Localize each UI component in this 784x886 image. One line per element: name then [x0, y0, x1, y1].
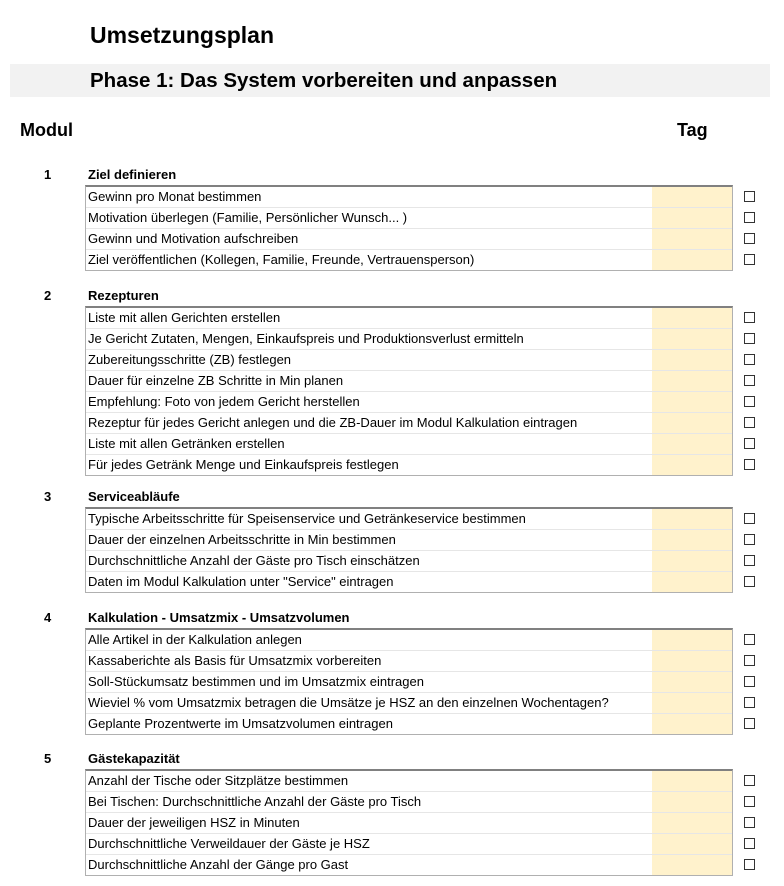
- page-title: Umsetzungsplan: [90, 22, 275, 48]
- tag-input-cell[interactable]: [652, 329, 732, 349]
- task-row: [86, 509, 732, 530]
- task-checkbox[interactable]: [744, 354, 755, 365]
- module-title: Serviceabläufe: [88, 489, 180, 504]
- task-text: Zubereitungsschritte (ZB) festlegen: [88, 352, 292, 367]
- tag-input-cell[interactable]: [652, 672, 732, 692]
- task-checkbox[interactable]: [744, 333, 755, 344]
- task-text: Empfehlung: Foto von jedem Gericht herstellen: [88, 394, 360, 409]
- task-checkbox[interactable]: [744, 212, 755, 223]
- task-text: Soll-Stückumsatz bestimmen und im Umsatzmix eintragen: [88, 674, 424, 689]
- task-row: [86, 630, 732, 651]
- task-checkbox[interactable]: [744, 254, 755, 265]
- task-checkbox[interactable]: [744, 817, 755, 828]
- task-checkbox[interactable]: [744, 191, 755, 202]
- task-row: [86, 308, 732, 329]
- task-text: Ziel veröffentlichen (Kollegen, Familie, Freunde, Vertrauensperson): [88, 252, 475, 267]
- tag-input-cell[interactable]: [652, 693, 732, 713]
- task-checkbox[interactable]: [744, 676, 755, 687]
- tag-input-cell[interactable]: [652, 413, 732, 433]
- module-title: Rezepturen: [88, 288, 159, 303]
- task-text: Durchschnittliche Verweildauer der Gäste je HSZ: [88, 836, 370, 851]
- column-header-modul: Modul: [20, 120, 73, 140]
- task-row: [86, 771, 732, 792]
- task-text: Bei Tischen: Durchschnittliche Anzahl der Gäste pro Tisch: [88, 794, 422, 809]
- task-text: Typische Arbeitsschritte für Speisenservice und Getränkeservice bestimmen: [88, 511, 526, 526]
- task-text: Für jedes Getränk Menge und Einkaufspreis festlegen: [88, 457, 399, 472]
- tag-input-cell[interactable]: [652, 308, 732, 328]
- tag-input-cell[interactable]: [652, 572, 732, 592]
- tag-input-cell[interactable]: [652, 813, 732, 833]
- task-row: [86, 371, 732, 392]
- task-text: Alle Artikel in der Kalkulation anlegen: [88, 632, 302, 647]
- task-row: [86, 434, 732, 455]
- tag-input-cell[interactable]: [652, 371, 732, 391]
- task-text: Motivation überlegen (Familie, Persönlicher Wunsch... ): [88, 210, 408, 225]
- task-checkbox[interactable]: [744, 796, 755, 807]
- task-checkbox[interactable]: [744, 233, 755, 244]
- task-checkbox[interactable]: [744, 438, 755, 449]
- tag-input-cell[interactable]: [652, 651, 732, 671]
- tag-input-cell[interactable]: [652, 187, 732, 207]
- task-checkbox[interactable]: [744, 655, 755, 666]
- module-number: 1: [44, 167, 52, 182]
- task-checkbox[interactable]: [744, 312, 755, 323]
- tag-input-cell[interactable]: [652, 834, 732, 854]
- tag-input-cell[interactable]: [652, 434, 732, 454]
- module-number: 3: [44, 489, 52, 504]
- task-row: [86, 834, 732, 855]
- tag-input-cell[interactable]: [652, 855, 732, 875]
- tag-input-cell[interactable]: [652, 771, 732, 791]
- task-row: [86, 208, 732, 229]
- task-checkbox[interactable]: [744, 576, 755, 587]
- task-row: [86, 551, 732, 572]
- task-checkbox[interactable]: [744, 375, 755, 386]
- task-checkbox[interactable]: [744, 634, 755, 645]
- task-row: [86, 792, 732, 813]
- task-text: Liste mit allen Gerichten erstellen: [88, 310, 281, 325]
- task-text: Wieviel % vom Umsatzmix betragen die Umsätze je HSZ an den einzelnen Wochentagen?: [88, 695, 609, 710]
- task-row: [86, 651, 732, 672]
- task-text: Dauer der einzelnen Arbeitsschritte in Min bestimmen: [88, 532, 396, 547]
- task-text: Liste mit allen Getränken erstellen: [88, 436, 285, 451]
- task-checkbox[interactable]: [744, 417, 755, 428]
- task-text: Rezeptur für jedes Gericht anlegen und die ZB-Dauer im Modul Kalkulation eintragen: [88, 415, 578, 430]
- task-text: Gewinn und Motivation aufschreiben: [88, 231, 299, 246]
- tag-input-cell[interactable]: [652, 229, 732, 249]
- task-checkbox[interactable]: [744, 697, 755, 708]
- task-text: Dauer der jeweiligen HSZ in Minuten: [88, 815, 300, 830]
- tag-input-cell[interactable]: [652, 792, 732, 812]
- task-row: [86, 329, 732, 350]
- task-checkbox[interactable]: [744, 459, 755, 470]
- task-text: Gewinn pro Monat bestimmen: [88, 189, 262, 204]
- task-row: [86, 229, 732, 250]
- task-row: [86, 350, 732, 371]
- task-checkbox[interactable]: [744, 838, 755, 849]
- task-checkbox[interactable]: [744, 718, 755, 729]
- phase-title: Phase 1: Das System vorbereiten und anpassen: [90, 69, 558, 92]
- task-text: Anzahl der Tische oder Sitzplätze bestimmen: [88, 773, 349, 788]
- task-row: [86, 714, 732, 734]
- phase-header: [10, 64, 770, 97]
- tag-input-cell[interactable]: [652, 350, 732, 370]
- task-row: [86, 693, 732, 714]
- module-number: 4: [44, 610, 52, 625]
- task-row: [86, 530, 732, 551]
- task-row: [86, 572, 732, 592]
- task-row: [86, 813, 732, 834]
- column-header-tag: Tag: [677, 120, 708, 140]
- task-checkbox[interactable]: [744, 775, 755, 786]
- task-text: Durchschnittliche Anzahl der Gäste pro Tisch einschätzen: [88, 553, 420, 568]
- task-row: [86, 672, 732, 693]
- task-row: [86, 413, 732, 434]
- module-number: 5: [44, 751, 52, 766]
- tag-input-cell[interactable]: [652, 392, 732, 412]
- task-row: [86, 455, 732, 475]
- tag-input-cell[interactable]: [652, 714, 732, 734]
- task-table: [85, 769, 733, 876]
- task-row: [86, 392, 732, 413]
- tag-input-cell[interactable]: [652, 250, 732, 270]
- task-text: Durchschnittliche Anzahl der Gänge pro Gast: [88, 857, 349, 872]
- tag-input-cell[interactable]: [652, 630, 732, 650]
- task-table: [85, 507, 733, 593]
- task-row: [86, 187, 732, 208]
- task-table: [85, 185, 733, 271]
- tag-input-cell[interactable]: [652, 208, 732, 228]
- tag-input-cell[interactable]: [652, 509, 732, 529]
- tag-input-cell[interactable]: [652, 551, 732, 571]
- task-checkbox[interactable]: [744, 396, 755, 407]
- task-checkbox[interactable]: [744, 555, 755, 566]
- task-checkbox[interactable]: [744, 513, 755, 524]
- task-table: [85, 306, 733, 476]
- task-text: Dauer für einzelne ZB Schritte in Min planen: [88, 373, 344, 388]
- task-text: Geplante Prozentwerte im Umsatzvolumen eintragen: [88, 716, 393, 731]
- module-title: Gästekapazität: [88, 751, 180, 766]
- module-number: 2: [44, 288, 52, 303]
- tag-input-cell[interactable]: [652, 530, 732, 550]
- module-title: Ziel definieren: [88, 167, 177, 182]
- task-row: [86, 250, 732, 270]
- task-table: [85, 628, 733, 735]
- task-text: Kassaberichte als Basis für Umsatzmix vorbereiten: [88, 653, 382, 668]
- module-title: Kalkulation - Umsatzmix - Umsatzvolumen: [88, 610, 350, 625]
- task-text: Je Gericht Zutaten, Mengen, Einkaufspreis und Produktionsverlust ermitteln: [88, 331, 524, 346]
- task-row: [86, 855, 732, 875]
- task-checkbox[interactable]: [744, 534, 755, 545]
- task-text: Daten im Modul Kalkulation unter "Service" eintragen: [88, 574, 394, 589]
- task-checkbox[interactable]: [744, 859, 755, 870]
- tag-input-cell[interactable]: [652, 455, 732, 475]
